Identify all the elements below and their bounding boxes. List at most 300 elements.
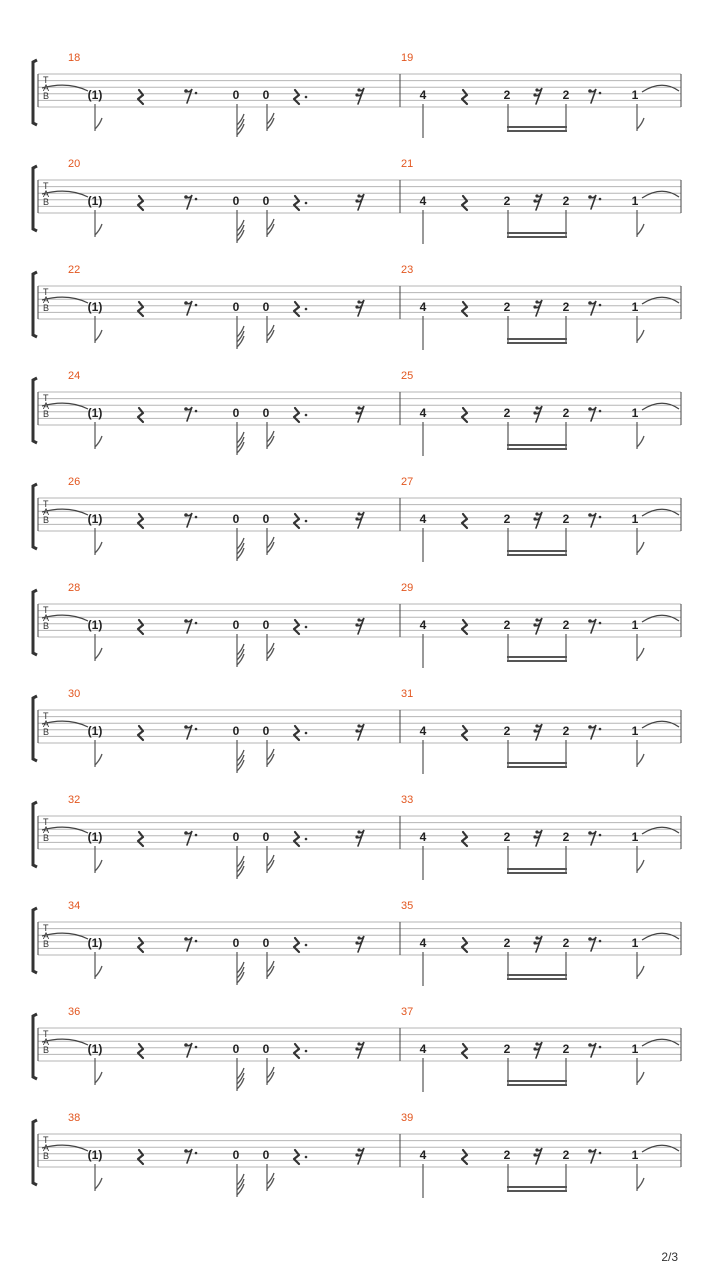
sixteenth-rest [533, 88, 542, 104]
sixteenth-rest [355, 88, 364, 104]
measure-number: 29 [401, 582, 414, 594]
rest-dot [195, 834, 198, 837]
tab-system [33, 476, 681, 562]
fret-number: 0 [232, 1148, 240, 1162]
system-bracket [33, 60, 37, 125]
rest-dot [599, 622, 602, 625]
note-flag [237, 1174, 244, 1185]
quarter-rest [138, 408, 143, 422]
fret-number: 1 [631, 1042, 639, 1056]
note-flag [267, 219, 274, 230]
quarter-rest [138, 90, 143, 104]
rest-dot [305, 414, 308, 417]
eighth-note-stem [637, 316, 644, 343]
rest-dot [305, 520, 308, 523]
fret-number: 0 [262, 194, 270, 208]
fret-number: 1 [631, 300, 639, 314]
note-flag [637, 330, 644, 341]
sixteenth-rest [355, 512, 364, 528]
sixteenth-note-stem [267, 210, 274, 237]
note-flag [637, 966, 644, 977]
quarter-rest [462, 832, 467, 846]
note-flag [637, 860, 644, 871]
fret-number: 2 [562, 618, 570, 632]
fret-number: (1) [87, 724, 103, 738]
note-flag [267, 1173, 274, 1184]
sixteenth-rest [355, 936, 364, 952]
fret-number: 2 [503, 512, 511, 526]
fret-number: 4 [419, 406, 427, 420]
eighth-note-stem [637, 1164, 644, 1191]
rest-dot [195, 198, 198, 201]
fret-number: 1 [631, 830, 639, 844]
fret-number: 0 [262, 1148, 270, 1162]
tab-clef-letter: A [43, 931, 50, 941]
sixteenth-rest [533, 512, 542, 528]
quarter-rest [462, 938, 467, 952]
note-flag [237, 1068, 244, 1079]
quarter-rest [294, 408, 299, 422]
note-flag [637, 542, 644, 553]
fret-number: 2 [503, 406, 511, 420]
tab-clef-letter: T [43, 393, 49, 403]
fret-number: 4 [419, 724, 427, 738]
rest-dot [305, 202, 308, 205]
note-flag [267, 643, 274, 654]
fret-number: 4 [419, 88, 427, 102]
fret-number: 4 [419, 300, 427, 314]
note-flag [237, 432, 244, 443]
tab-clef-letter: A [43, 83, 50, 93]
fret-number: 2 [562, 406, 570, 420]
rest-dot [599, 304, 602, 307]
measure-number: 31 [401, 688, 414, 700]
fret-number: 0 [232, 936, 240, 950]
rest-dot [305, 732, 308, 735]
note-flag [637, 1072, 644, 1083]
quarter-rest [462, 1044, 467, 1058]
rest-dot [195, 410, 198, 413]
note-flag [267, 749, 274, 760]
fret-number: (1) [87, 936, 103, 950]
fret-number: 1 [631, 936, 639, 950]
tab-clef-letter: B [43, 197, 50, 207]
tab-clef-letter: B [43, 1151, 50, 1161]
tab-clef-letter: B [43, 409, 50, 419]
rest-dot [195, 1152, 198, 1155]
eighth-note-stem [637, 1058, 644, 1085]
tab-clef-letter: B [43, 91, 50, 101]
fret-number: (1) [87, 194, 103, 208]
tab-clef-letter: T [43, 817, 49, 827]
fret-number: 2 [562, 512, 570, 526]
tab-clef-letter: B [43, 833, 50, 843]
rest-dot [305, 308, 308, 311]
tab-clef-letter: T [43, 711, 49, 721]
fret-number: 4 [419, 1148, 427, 1162]
fret-number: 0 [262, 300, 270, 314]
tab-system [33, 794, 681, 880]
rest-dot [195, 304, 198, 307]
sixteenth-note-stem [267, 1164, 274, 1191]
sixteenth-rest [355, 1148, 364, 1164]
system-bracket [33, 696, 37, 761]
sixteenth-rest [533, 830, 542, 846]
fret-number: 2 [562, 194, 570, 208]
eighth-note-stem [95, 104, 102, 131]
fret-number: 2 [503, 830, 511, 844]
sixteenth-rest [355, 300, 364, 316]
rest-dot [599, 516, 602, 519]
measure-number: 36 [68, 1006, 81, 1018]
sixteenth-rest [355, 830, 364, 846]
eighth-note-stem [637, 104, 644, 131]
fret-number: 0 [262, 724, 270, 738]
system-bracket [33, 378, 37, 443]
note-flag [95, 542, 102, 553]
sixteenth-rest [355, 618, 364, 634]
system-bracket [33, 1120, 37, 1185]
rest-dot [195, 1046, 198, 1049]
tie-arc [642, 1039, 679, 1046]
quarter-rest [462, 90, 467, 104]
fret-number: 1 [631, 194, 639, 208]
fret-number: 1 [631, 88, 639, 102]
note-flag [267, 1067, 274, 1078]
measure-number: 25 [401, 370, 414, 382]
fret-number: (1) [87, 88, 103, 102]
sixteenth-rest [533, 300, 542, 316]
measure-number: 19 [401, 52, 414, 64]
fret-number: 0 [232, 724, 240, 738]
sixteenth-note-stem [267, 316, 274, 343]
note-flag [237, 220, 244, 231]
note-flag [267, 431, 274, 442]
measure-number: 28 [68, 582, 81, 594]
fret-number: 2 [503, 618, 511, 632]
fret-number: (1) [87, 1042, 103, 1056]
quarter-rest [294, 1150, 299, 1164]
measure-number: 39 [401, 1112, 414, 1124]
fret-number: 1 [631, 724, 639, 738]
quarter-rest [138, 832, 143, 846]
note-flag [237, 750, 244, 761]
fret-number: 4 [419, 936, 427, 950]
rest-dot [195, 516, 198, 519]
rest-dot [305, 1156, 308, 1159]
fret-number: 4 [419, 512, 427, 526]
thirtysecond-note-stem [237, 316, 244, 349]
note-flag [637, 1178, 644, 1189]
rest-dot [599, 940, 602, 943]
measure-number: 33 [401, 794, 414, 806]
fret-number: 2 [562, 830, 570, 844]
tab-clef-letter: A [43, 507, 50, 517]
sixteenth-note-stem [267, 528, 274, 555]
tab-clef-letter: B [43, 727, 50, 737]
note-flag [237, 962, 244, 973]
note-flag [95, 436, 102, 447]
eighth-note-stem [95, 1164, 102, 1191]
system-bracket [33, 484, 37, 549]
tab-system [33, 1112, 681, 1198]
measure-number: 23 [401, 264, 414, 276]
tab-clef-letter: T [43, 181, 49, 191]
rest-dot [599, 1152, 602, 1155]
eighth-note-stem [637, 528, 644, 555]
tab-clef-letter: A [43, 189, 50, 199]
measure-number: 27 [401, 476, 414, 488]
sixteenth-note-stem [267, 740, 274, 767]
fret-number: 0 [232, 830, 240, 844]
tab-clef-letter: T [43, 605, 49, 615]
tie-arc [642, 509, 679, 516]
quarter-rest [462, 514, 467, 528]
tab-clef-letter: B [43, 1045, 50, 1055]
fret-number: 0 [232, 406, 240, 420]
eighth-note-stem [637, 740, 644, 767]
sixteenth-rest [533, 406, 542, 422]
eighth-note-stem [95, 846, 102, 873]
eighth-note-stem [95, 1058, 102, 1085]
fret-number: 2 [562, 1042, 570, 1056]
sixteenth-rest [533, 618, 542, 634]
thirtysecond-note-stem [237, 1164, 244, 1197]
quarter-rest [138, 302, 143, 316]
fret-number: 4 [419, 1042, 427, 1056]
sixteenth-rest [533, 936, 542, 952]
fret-number: 0 [262, 936, 270, 950]
tie-arc [642, 403, 679, 410]
page-number: 2/3 [661, 1250, 678, 1264]
tab-clef-letter: A [43, 825, 50, 835]
eighth-note-stem [637, 422, 644, 449]
system-bracket [33, 166, 37, 231]
sixteenth-rest [533, 1042, 542, 1058]
eighth-note-stem [637, 634, 644, 661]
fret-number: 2 [562, 300, 570, 314]
note-flag [237, 856, 244, 867]
quarter-rest [294, 302, 299, 316]
fret-number: 1 [631, 618, 639, 632]
fret-number: 2 [562, 936, 570, 950]
fret-number: (1) [87, 1148, 103, 1162]
sixteenth-note-stem [267, 634, 274, 661]
sixteenth-rest [533, 194, 542, 210]
tab-clef-letter: T [43, 1029, 49, 1039]
rest-dot [599, 728, 602, 731]
rest-dot [305, 96, 308, 99]
rest-dot [599, 198, 602, 201]
sixteenth-rest [355, 194, 364, 210]
fret-number: 1 [631, 512, 639, 526]
measure-number: 38 [68, 1112, 81, 1124]
fret-number: (1) [87, 830, 103, 844]
measure-number: 26 [68, 476, 81, 488]
note-flag [95, 1178, 102, 1189]
note-flag [637, 754, 644, 765]
note-flag [95, 118, 102, 129]
measure-number: 35 [401, 900, 414, 912]
fret-number: 0 [232, 1042, 240, 1056]
tab-system [33, 688, 681, 774]
sixteenth-note-stem [267, 952, 274, 979]
quarter-rest [462, 196, 467, 210]
fret-number: (1) [87, 512, 103, 526]
note-flag [95, 648, 102, 659]
system-bracket [33, 802, 37, 867]
tie-arc [642, 721, 679, 728]
fret-number: 2 [562, 88, 570, 102]
tab-system [33, 158, 681, 244]
measure-number: 21 [401, 158, 414, 170]
eighth-note-stem [95, 422, 102, 449]
note-flag [237, 538, 244, 549]
fret-number: 0 [262, 618, 270, 632]
tab-clef-letter: A [43, 1143, 50, 1153]
eighth-note-stem [95, 210, 102, 237]
measure-number: 37 [401, 1006, 414, 1018]
note-flag [267, 961, 274, 972]
eighth-note-stem [637, 952, 644, 979]
note-flag [95, 860, 102, 871]
system-bracket [33, 590, 37, 655]
thirtysecond-note-stem [237, 634, 244, 667]
fret-number: 0 [232, 88, 240, 102]
tab-clef-letter: A [43, 613, 50, 623]
rest-dot [195, 940, 198, 943]
quarter-rest [294, 620, 299, 634]
tab-clef-letter: A [43, 1037, 50, 1047]
tab-system [33, 370, 681, 456]
note-flag [637, 118, 644, 129]
tab-clef-letter: T [43, 75, 49, 85]
measure-number: 22 [68, 264, 81, 276]
sixteenth-rest [355, 724, 364, 740]
tab-clef-letter: T [43, 923, 49, 933]
sixteenth-note-stem [267, 422, 274, 449]
tab-system [33, 264, 681, 350]
quarter-rest [294, 90, 299, 104]
tab-clef-letter: B [43, 303, 50, 313]
rest-dot [599, 410, 602, 413]
tie-arc [642, 297, 679, 304]
sixteenth-note-stem [267, 1058, 274, 1085]
rest-dot [305, 944, 308, 947]
rest-dot [305, 838, 308, 841]
tab-clef-letter: T [43, 287, 49, 297]
tab-system [33, 582, 681, 668]
tab-system [33, 900, 681, 986]
fret-number: 2 [503, 1042, 511, 1056]
fret-number: 0 [262, 1042, 270, 1056]
quarter-rest [462, 726, 467, 740]
fret-number: 4 [419, 618, 427, 632]
note-flag [267, 325, 274, 336]
thirtysecond-note-stem [237, 846, 244, 879]
quarter-rest [462, 302, 467, 316]
rest-dot [599, 834, 602, 837]
thirtysecond-note-stem [237, 528, 244, 561]
quarter-rest [138, 938, 143, 952]
rest-dot [305, 626, 308, 629]
sixteenth-rest [355, 1042, 364, 1058]
thirtysecond-note-stem [237, 1058, 244, 1091]
fret-number: 2 [503, 936, 511, 950]
tab-clef-letter: A [43, 295, 50, 305]
quarter-rest [294, 1044, 299, 1058]
fret-number: 0 [232, 512, 240, 526]
thirtysecond-note-stem [237, 210, 244, 243]
quarter-rest [138, 196, 143, 210]
rest-dot [599, 92, 602, 95]
fret-number: 0 [262, 88, 270, 102]
sixteenth-note-stem [267, 846, 274, 873]
system-bracket [33, 1014, 37, 1079]
fret-number: 2 [562, 724, 570, 738]
fret-number: 0 [262, 512, 270, 526]
sixteenth-rest [355, 406, 364, 422]
fret-number: 4 [419, 830, 427, 844]
tie-arc [642, 615, 679, 622]
note-flag [267, 113, 274, 124]
note-flag [237, 644, 244, 655]
measure-number: 32 [68, 794, 81, 806]
tab-system [33, 52, 681, 138]
tie-arc [642, 85, 679, 92]
rest-dot [305, 1050, 308, 1053]
measure-number: 18 [68, 52, 81, 64]
measure-number: 34 [68, 900, 81, 912]
note-flag [267, 537, 274, 548]
note-flag [637, 648, 644, 659]
thirtysecond-note-stem [237, 422, 244, 455]
rest-dot [195, 92, 198, 95]
note-flag [95, 224, 102, 235]
tie-arc [642, 191, 679, 198]
note-flag [637, 224, 644, 235]
tab-clef-letter: B [43, 515, 50, 525]
thirtysecond-note-stem [237, 952, 244, 985]
fret-number: (1) [87, 300, 103, 314]
fret-number: 2 [503, 1148, 511, 1162]
fret-number: 1 [631, 406, 639, 420]
quarter-rest [138, 1044, 143, 1058]
quarter-rest [462, 408, 467, 422]
rest-dot [195, 728, 198, 731]
measure-number: 30 [68, 688, 81, 700]
note-flag [95, 754, 102, 765]
eighth-note-stem [95, 740, 102, 767]
measure-number: 24 [68, 370, 81, 382]
tab-clef-letter: A [43, 719, 50, 729]
quarter-rest [462, 1150, 467, 1164]
fret-number: 1 [631, 1148, 639, 1162]
tie-arc [642, 827, 679, 834]
eighth-note-stem [95, 528, 102, 555]
tie-arc [642, 1145, 679, 1152]
quarter-rest [138, 514, 143, 528]
fret-number: 2 [503, 300, 511, 314]
sixteenth-note-stem [267, 104, 274, 131]
eighth-note-stem [637, 846, 644, 873]
thirtysecond-note-stem [237, 104, 244, 137]
tab-clef-letter: B [43, 621, 50, 631]
fret-number: 0 [262, 830, 270, 844]
quarter-rest [294, 726, 299, 740]
tab-system [33, 1006, 681, 1092]
fret-number: 2 [503, 724, 511, 738]
